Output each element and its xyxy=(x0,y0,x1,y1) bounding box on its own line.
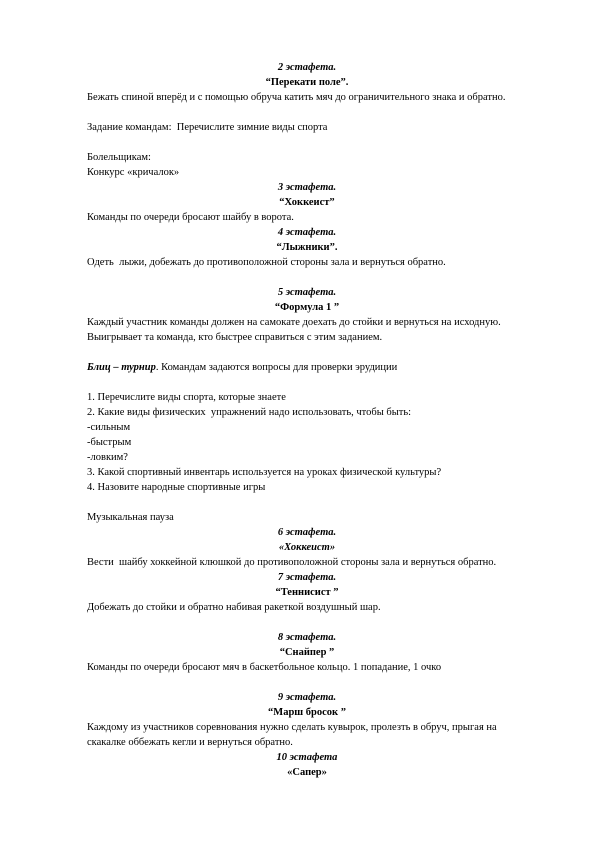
relay-10-title: «Сапер» xyxy=(287,767,327,778)
relay-8-title: “Снайпер ” xyxy=(279,647,335,658)
relay-8-heading: 8 эстафета. xyxy=(277,632,337,643)
relay-7-text: Добежать до стойки и обратно набивая ракеткой воздушный шар. xyxy=(87,602,381,613)
relay-5-text: Каждый участник команды должен на самокате доехать до стойки и вернуться на исходную. Выигрывает та команда, кто быстрее справиться с этим заданием. xyxy=(87,317,504,343)
relay-9-text: Каждому из участников соревнования нужно сделать кувырок, пролезть в обруч, прыгая на скакалке оббежать кегли и вернуться обратно. xyxy=(87,722,500,748)
blitz-paragraph xyxy=(87,360,527,375)
relay-8-text: Команды по очереди бросают мяч в баскетбольное кольцо. 1 попадание, 1 очко xyxy=(87,662,442,673)
relay-3-text: Команды по очереди бросают шайбу в ворота. xyxy=(87,212,294,223)
relay-4-title: “Лыжники”. xyxy=(276,242,338,253)
fans-label: Болельщикам: xyxy=(87,152,151,163)
relay-5-heading: 5 эстафета. xyxy=(277,287,337,298)
relay-6-text: Вести шайбу хоккейной клюшкой до противоположной стороны зала и вернуться обратно. xyxy=(87,557,497,568)
relay-2-text: Бежать спиной вперёд и с помощью обруча катить мяч до ограничительного знака и обратно. xyxy=(87,92,506,103)
question-2: 2. Какие виды физических упражнений надо использовать, чтобы быть: xyxy=(87,407,412,418)
document-page xyxy=(87,60,527,780)
relay-4-heading: 4 эстафета. xyxy=(277,227,337,238)
question-1: 1. Перечислите виды спорта, которые знаете xyxy=(87,392,286,403)
relay-9-title: “Марш бросок ” xyxy=(268,707,346,718)
question-2-option-agile: -ловким? xyxy=(87,452,128,463)
blitz-text: . Командам задаются вопросы для проверки эрудиции xyxy=(155,362,398,373)
relay-4-text: Одеть лыжи, добежать до противоположной стороны зала и вернуться обратно. xyxy=(87,257,446,268)
relay-2-heading: 2 эстафета. xyxy=(277,62,337,73)
relay-9-heading: 9 эстафета. xyxy=(277,692,337,703)
relay-7-title: “Теннисист ” xyxy=(275,587,339,598)
blitz-title: Блиц – турнир xyxy=(87,362,156,373)
relay-5-title: “Формула 1 ” xyxy=(274,302,340,313)
contest-label: Конкурс «кричалок» xyxy=(87,167,180,178)
relay-6-heading: 6 эстафета. xyxy=(277,527,337,538)
music-pause: Музыкальная пауза xyxy=(87,512,174,523)
question-4: 4. Назовите народные спортивные игры xyxy=(87,482,266,493)
relay-3-title: “Хоккеист” xyxy=(279,197,335,208)
relay-2-title: “Перекати поле”. xyxy=(265,77,349,88)
question-2-option-strong: -сильным xyxy=(87,422,131,433)
team-task: Задание командам: Перечислите зимние виды спорта xyxy=(87,122,328,133)
relay-6-title: «Хоккеист» xyxy=(278,542,336,553)
relay-10-heading: 10 эстафета xyxy=(276,752,338,763)
relay-7-heading: 7 эстафета. xyxy=(277,572,337,583)
relay-3-heading: 3 эстафета. xyxy=(277,182,337,193)
question-3: 3. Какой спортивный инвентарь используется на уроках физической культуры? xyxy=(87,467,442,478)
question-2-option-fast: -быстрым xyxy=(87,437,132,448)
